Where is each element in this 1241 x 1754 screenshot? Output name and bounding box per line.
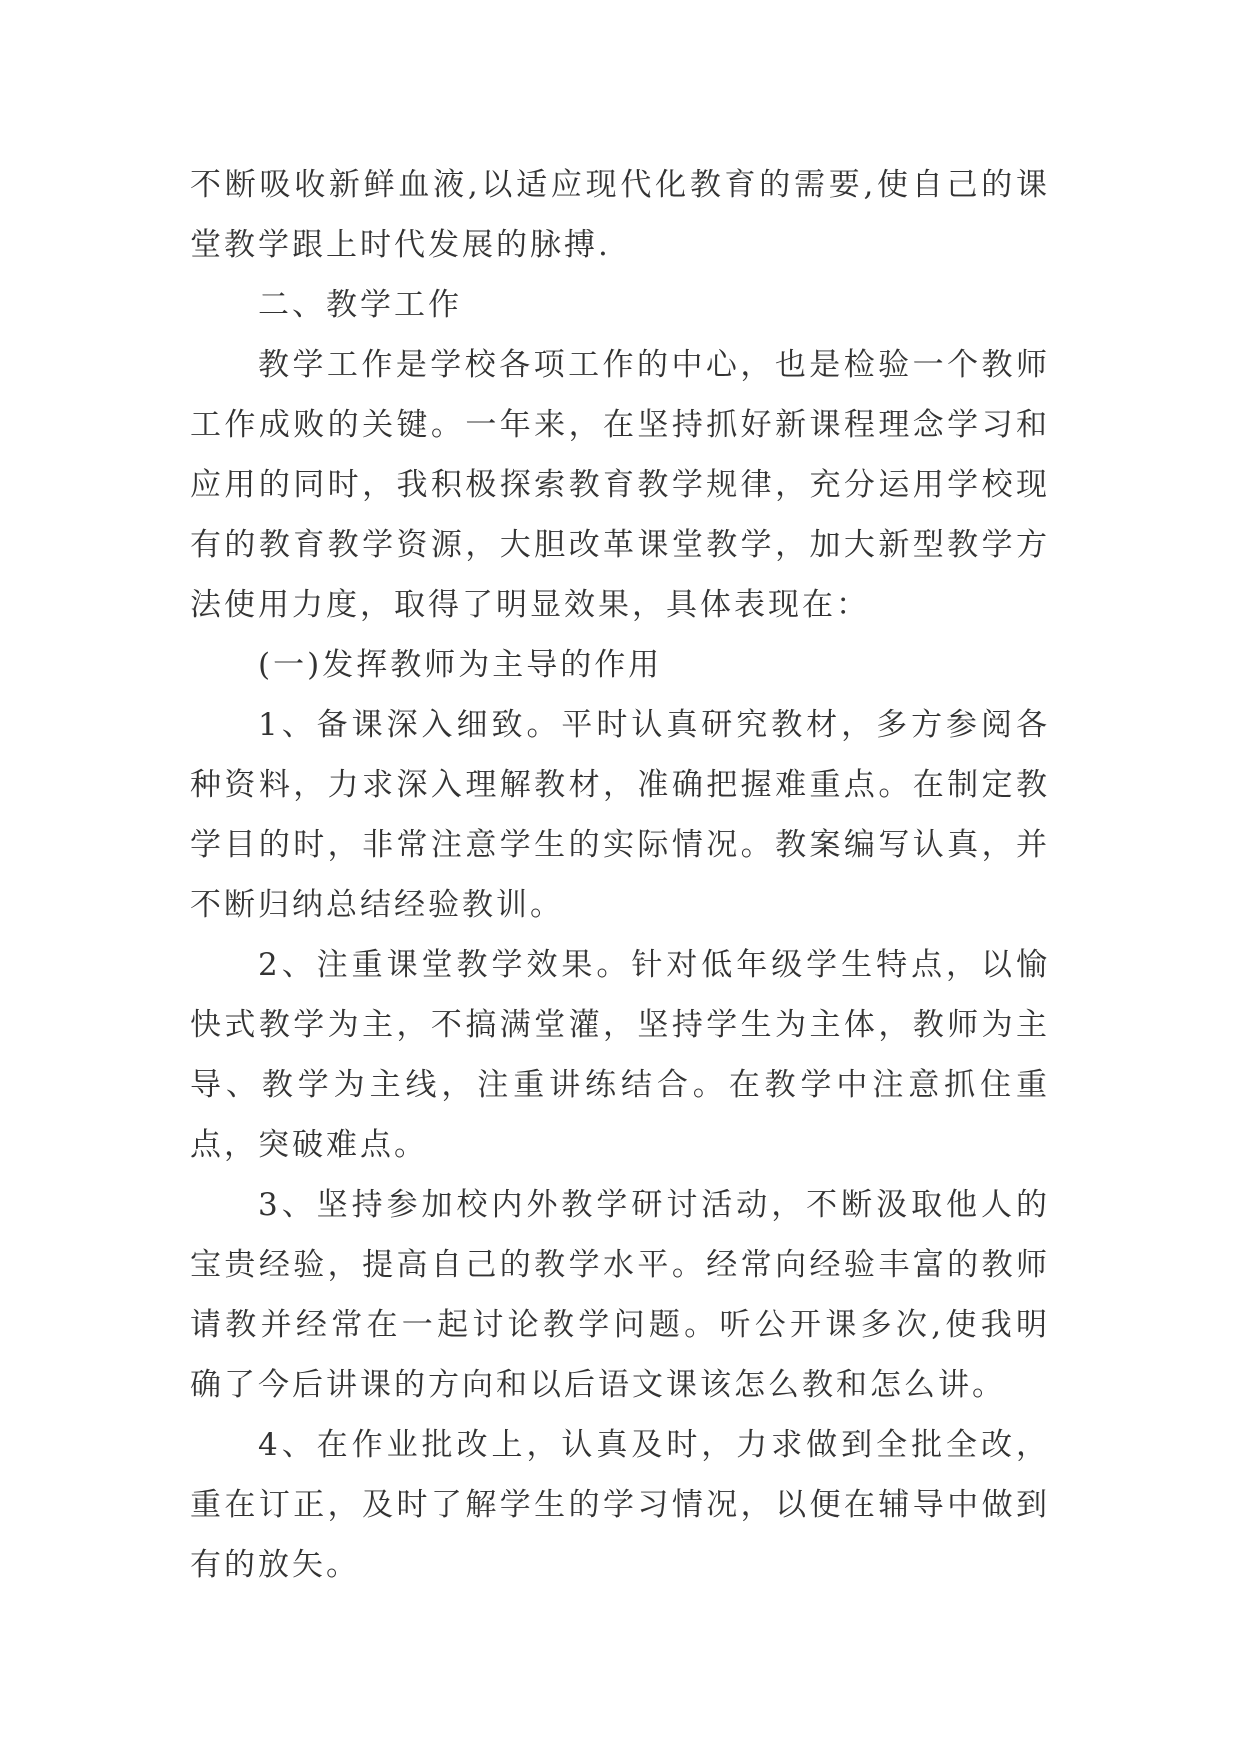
list-item-classroom-effect: 2、注重课堂教学效果。针对低年级学生特点，以愉快式教学为主，不搞满堂灌，坚持学生为主体，教师为主导、教学为主线，注重讲练结合。在教学中注意抓住重点，突破难点。 [190,947,1050,1163]
list-item-teaching-seminars: 3、坚持参加校内外教学研讨活动，不断汲取他人的宝贵经验，提高自己的教学水平。经常向经验丰富的教师请教并经常在一起讨论教学问题。听公开课多次,使我明确了今后讲课的方向和以后语文课该怎么教和怎么讲。 [190,1187,1050,1403]
section-heading-teaching-work: 二、教学工作 [258,287,462,323]
paragraph-teaching-overview: 教学工作是学校各项工作的中心，也是检验一个教师工作成败的关键。一年来，在坚持抓好新课程理念学习和应用的同时，我积极探索教育教学规律，充分运用学校现有的教育教学资源，大胆改革课堂教学，加大新型教学方法使用力度，取得了明显效果，具体表现在： [190,347,1050,623]
list-item-homework-correction: 4、在作业批改上，认真及时，力求做到全批全改，重在订正，及时了解学生的学习情况，以便在辅导中做到有的放矢。 [190,1427,1050,1583]
document-body [190,155,1050,1595]
subsection-heading-teacher-leading-role: (一)发挥教师为主导的作用 [258,647,663,683]
paragraph-continuation: 不断吸收新鲜血液,以适应现代化教育的需要,使自己的课堂教学跟上时代发展的脉搏. [190,167,1050,263]
list-item-lesson-preparation: 1、备课深入细致。平时认真研究教材，多方参阅各种资料，力求深入理解教材，准确把握难重点。在制定教学目的时，非常注意学生的实际情况。教案编写认真，并不断归纳总结经验教训。 [190,707,1050,923]
